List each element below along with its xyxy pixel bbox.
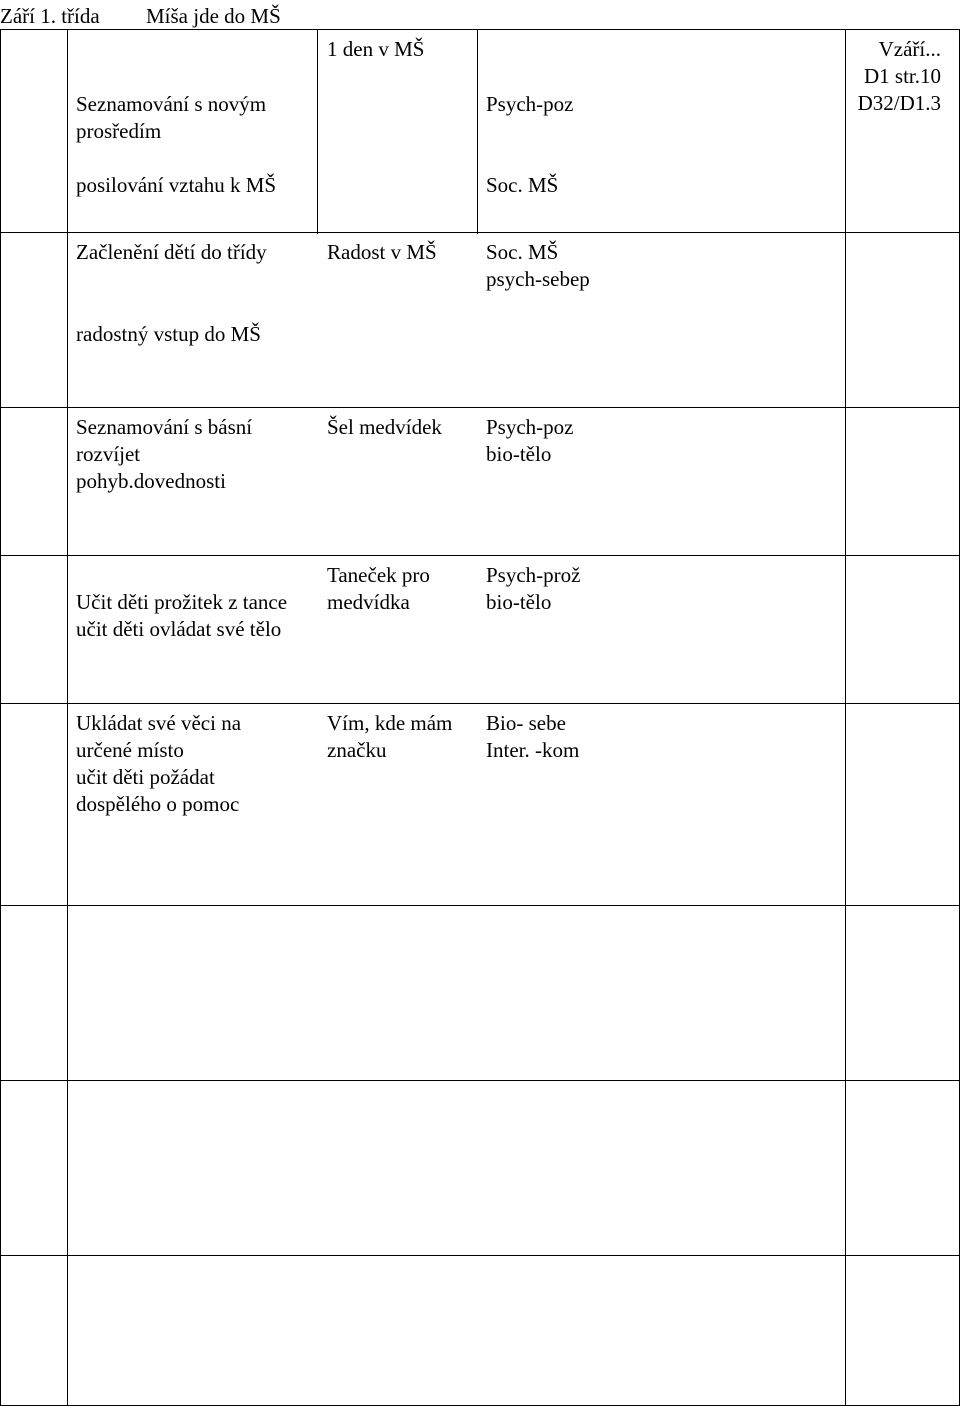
goal-text: rozvíjet [76,442,141,466]
goal-text: učit děti ovládat své tělo [76,617,282,641]
reference-text: D1 str.10 [863,64,941,88]
area-cell [486,562,580,616]
row-divider [0,1080,960,1081]
theme-title: Míša jde do MŠ [146,4,281,28]
row-divider [0,555,960,556]
activity-text: značku [327,738,387,762]
activity-text: Šel medvídek [327,415,442,439]
goal-cell [76,239,267,266]
column-divider [67,29,68,1406]
goal-text: Učit děti prožitek z tance [76,590,288,614]
area-text: Psych-poz [486,92,574,116]
activity-text: Taneček pro [327,563,430,587]
reference-cell [858,36,941,117]
activity-text: medvídka [327,590,410,614]
area-text: Soc. MŠ [486,173,559,197]
goal-text: určené místo [76,738,184,762]
activity-cell [327,710,452,764]
goal-cell [76,414,252,495]
goal-text: posilování vztahu k MŠ [76,173,277,197]
row-divider [0,703,960,704]
goal-text: Začlenění dětí do třídy [76,240,267,264]
area-cell [486,414,574,468]
column-divider [845,29,846,1406]
activity-cell [327,562,430,616]
area-text: Soc. MŠ [486,240,559,264]
goal-secondary-cell [76,172,276,199]
activity-cell [327,36,424,63]
goal-text: Seznamování s novým [76,92,267,116]
reference-text: Vzáří... [878,37,941,61]
goal-text: prosředím [76,119,162,143]
activity-cell [327,414,442,441]
area-text: psych-sebep [486,267,590,291]
goal-text: dospělého o pomoc [76,792,240,816]
goal-secondary-cell [76,321,261,348]
area-text: Psych-poz [486,415,574,439]
area-text: Psych-prož [486,563,581,587]
table-border-left [0,29,1,1406]
activity-text: Radost v MŠ [327,240,437,264]
row-divider [0,232,960,233]
area-text: Inter. -kom [486,738,580,762]
goal-cell [76,710,241,818]
area-text: bio-tělo [486,442,552,466]
goal-text: Seznamování s básní [76,415,253,439]
area-cell [486,239,590,293]
goal-text: pohyb.dovednosti [76,469,226,493]
goal-text: učit děti požádat [76,765,215,789]
row-divider [0,1255,960,1256]
row-divider [0,905,960,906]
goal-text: Ukládat své věci na [76,711,242,735]
row-divider [0,407,960,408]
activity-text: 1 den v MŠ [327,37,425,61]
area-cell [486,91,574,118]
goal-text: radostný vstup do MŠ [76,322,261,346]
goal-cell [76,91,266,145]
area-secondary-cell [486,172,558,199]
column-divider [317,29,318,234]
column-divider [477,29,478,234]
table-border-top [0,29,960,30]
area-text: bio-tělo [486,590,552,614]
goal-cell [76,589,287,643]
activity-text: Vím, kde mám [327,711,453,735]
area-text: Bio- sebe [486,711,566,735]
month-class-label: Září 1. třída [0,4,100,28]
activity-cell [327,239,437,266]
reference-text: D32/D1.3 [857,91,941,115]
area-cell [486,710,579,764]
